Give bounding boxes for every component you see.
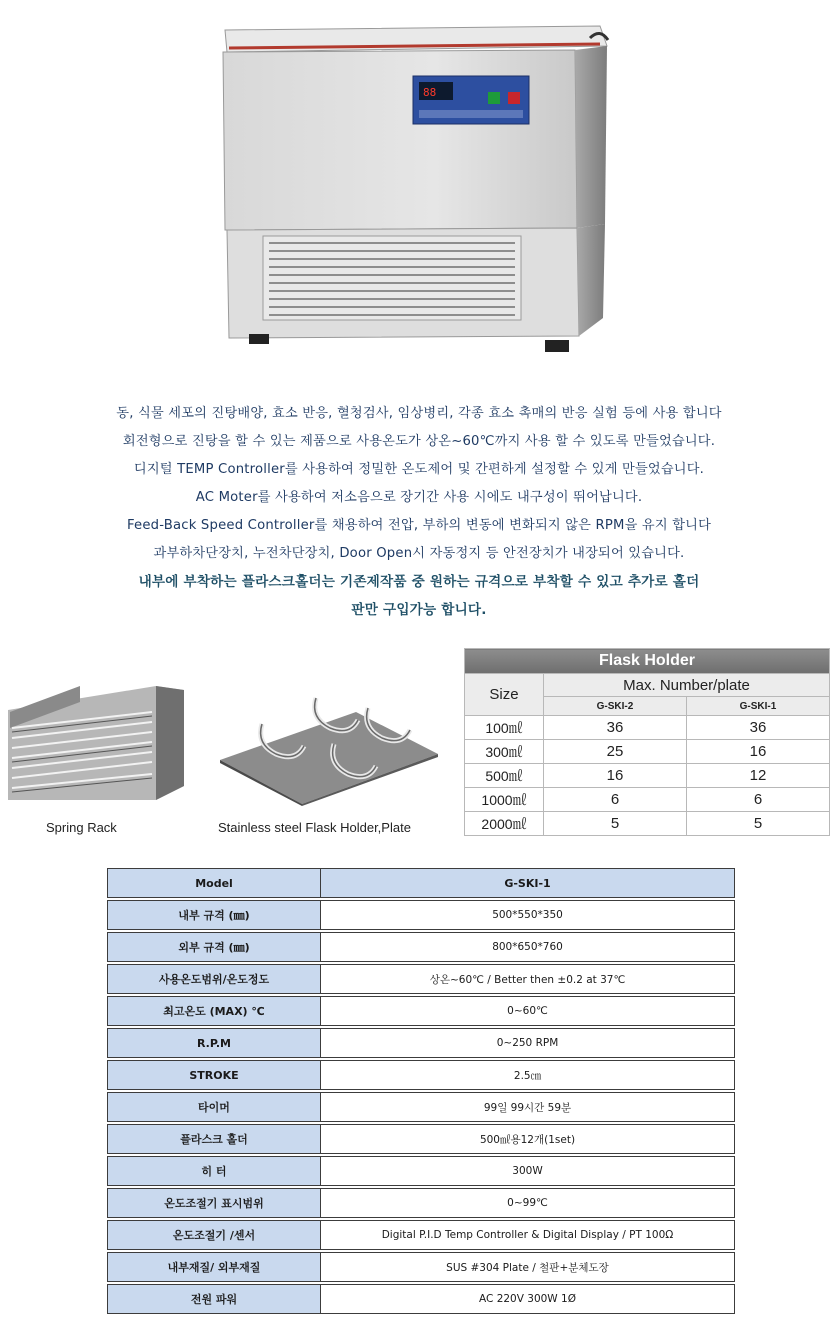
- size-cell: 500㎖: [465, 764, 544, 788]
- spec-label: 내부재질/ 외부재질: [107, 1252, 321, 1282]
- spec-label: 온도조절기 표시범위: [107, 1188, 321, 1218]
- table-row: [107, 932, 735, 962]
- spec-value: 0~99℃: [321, 1188, 735, 1218]
- spec-value: 300W: [321, 1156, 735, 1186]
- table-row: [107, 1188, 735, 1218]
- table-row: [107, 1156, 735, 1186]
- spec-value: 500㎖용12개(1set): [321, 1124, 735, 1154]
- description-line: 회전형으로 진탕을 할 수 있는 제품으로 사용온도가 상온~60℃까지 사용 할 수 있도록 만들었습니다.: [122, 434, 716, 449]
- size-header: Size: [465, 674, 544, 716]
- count-cell: 16: [544, 764, 687, 788]
- size-cell: 100㎖: [465, 716, 544, 740]
- count-cell: 5: [544, 812, 687, 836]
- count-cell: 12: [687, 764, 830, 788]
- spec-label: 플라스크 홀더: [107, 1124, 321, 1154]
- flask-holder-plate-image: [218, 684, 440, 806]
- spec-value: 800*650*760: [321, 932, 735, 962]
- spec-value: AC 220V 300W 1Ø: [321, 1284, 735, 1314]
- table-row: [107, 1220, 735, 1250]
- spec-label: 최고온도 (MAX) ℃: [107, 996, 321, 1026]
- spec-value: 상온~60℃ / Better then ±0.2 at 37℃: [321, 964, 735, 994]
- description-note: 내부에 부착하는 플라스크홀더는 기존제작품 중 원하는 규격으로 부착할 수 있고 추가로 홀더: [138, 574, 700, 590]
- description-line: 동, 식물 세포의 진탕배양, 효소 반응, 혈청검사, 임상병리, 각종 효소 촉매의 반응 실험 등에 사용 합니다: [116, 406, 722, 421]
- table-row: [107, 1252, 735, 1282]
- count-cell: 6: [687, 788, 830, 812]
- product-description: [0, 400, 838, 624]
- specification-table: [107, 866, 735, 1316]
- count-cell: 6: [544, 788, 687, 812]
- table-row: [465, 716, 830, 740]
- description-line: Feed-Back Speed Controller를 채용하여 전압, 부하의 변동에 변화되지 않은 RPM을 유지 합니다: [126, 518, 712, 533]
- table-row: [465, 740, 830, 764]
- spec-value: Digital P.I.D Temp Controller & Digital Display / PT 100Ω: [321, 1220, 735, 1250]
- count-cell: 25: [544, 740, 687, 764]
- table-row: [107, 1028, 735, 1058]
- table-row: [107, 964, 735, 994]
- model-header: G-SKI-2: [544, 697, 687, 716]
- table-row: [107, 996, 735, 1026]
- table-row: [465, 764, 830, 788]
- spec-value: 0~250 RPM: [321, 1028, 735, 1058]
- max-number-header: Max. Number/plate: [544, 674, 830, 697]
- table-row: [107, 1092, 735, 1122]
- description-note: 판만 구입가능 합니다.: [351, 602, 487, 618]
- description-line: 과부하차단장치, 누전차단장치, Door Open시 자동정지 등 안전장치가 내장되어 있습니다.: [153, 546, 685, 561]
- svg-text:88: 88: [423, 86, 437, 99]
- table-row: [465, 788, 830, 812]
- spring-rack-caption: Spring Rack: [46, 820, 117, 835]
- spring-rack-image: [6, 682, 188, 806]
- spec-label: 외부 규격 (㎜): [107, 932, 321, 962]
- table-row: [107, 1284, 735, 1314]
- spec-value: G-SKI-1: [321, 868, 735, 898]
- count-cell: 5: [687, 812, 830, 836]
- spec-value: 0~60℃: [321, 996, 735, 1026]
- spec-label: 히 터: [107, 1156, 321, 1186]
- spec-label: Model: [107, 868, 321, 898]
- size-cell: 2000㎖: [465, 812, 544, 836]
- description-line: AC Moter를 사용하여 저소음으로 장기간 사용 시에도 내구성이 뛰어납니다.: [195, 490, 643, 505]
- spec-label: STROKE: [107, 1060, 321, 1090]
- table-row: [107, 1060, 735, 1090]
- spec-value: 99일 99시간 59분: [321, 1092, 735, 1122]
- spec-label: R.P.M: [107, 1028, 321, 1058]
- flask-holder-table: [464, 648, 830, 836]
- table-row: [107, 1124, 735, 1154]
- flask-holder-plate-caption: Stainless steel Flask Holder,Plate: [218, 820, 411, 835]
- flask-holder-title: Flask Holder: [465, 649, 830, 674]
- size-cell: 1000㎖: [465, 788, 544, 812]
- shaking-incubator-image: [205, 18, 615, 358]
- spec-value: 500*550*350: [321, 900, 735, 930]
- table-row: [107, 900, 735, 930]
- table-row: [107, 868, 735, 898]
- size-cell: 300㎖: [465, 740, 544, 764]
- count-cell: 36: [544, 716, 687, 740]
- table-row: [465, 812, 830, 836]
- count-cell: 36: [687, 716, 830, 740]
- spec-label: 온도조절기 /센서: [107, 1220, 321, 1250]
- spec-value: 2.5㎝: [321, 1060, 735, 1090]
- spec-value: SUS #304 Plate / 철판+분체도장: [321, 1252, 735, 1282]
- spec-label: 전원 파워: [107, 1284, 321, 1314]
- spec-label: 내부 규격 (㎜): [107, 900, 321, 930]
- spec-label: 타이머: [107, 1092, 321, 1122]
- count-cell: 16: [687, 740, 830, 764]
- model-header: G-SKI-1: [687, 697, 830, 716]
- spec-label: 사용온도범위/온도정도: [107, 964, 321, 994]
- description-line: 디지털 TEMP Controller를 사용하여 정밀한 온도제어 및 간편하게 설정할 수 있게 만들었습니다.: [133, 462, 705, 477]
